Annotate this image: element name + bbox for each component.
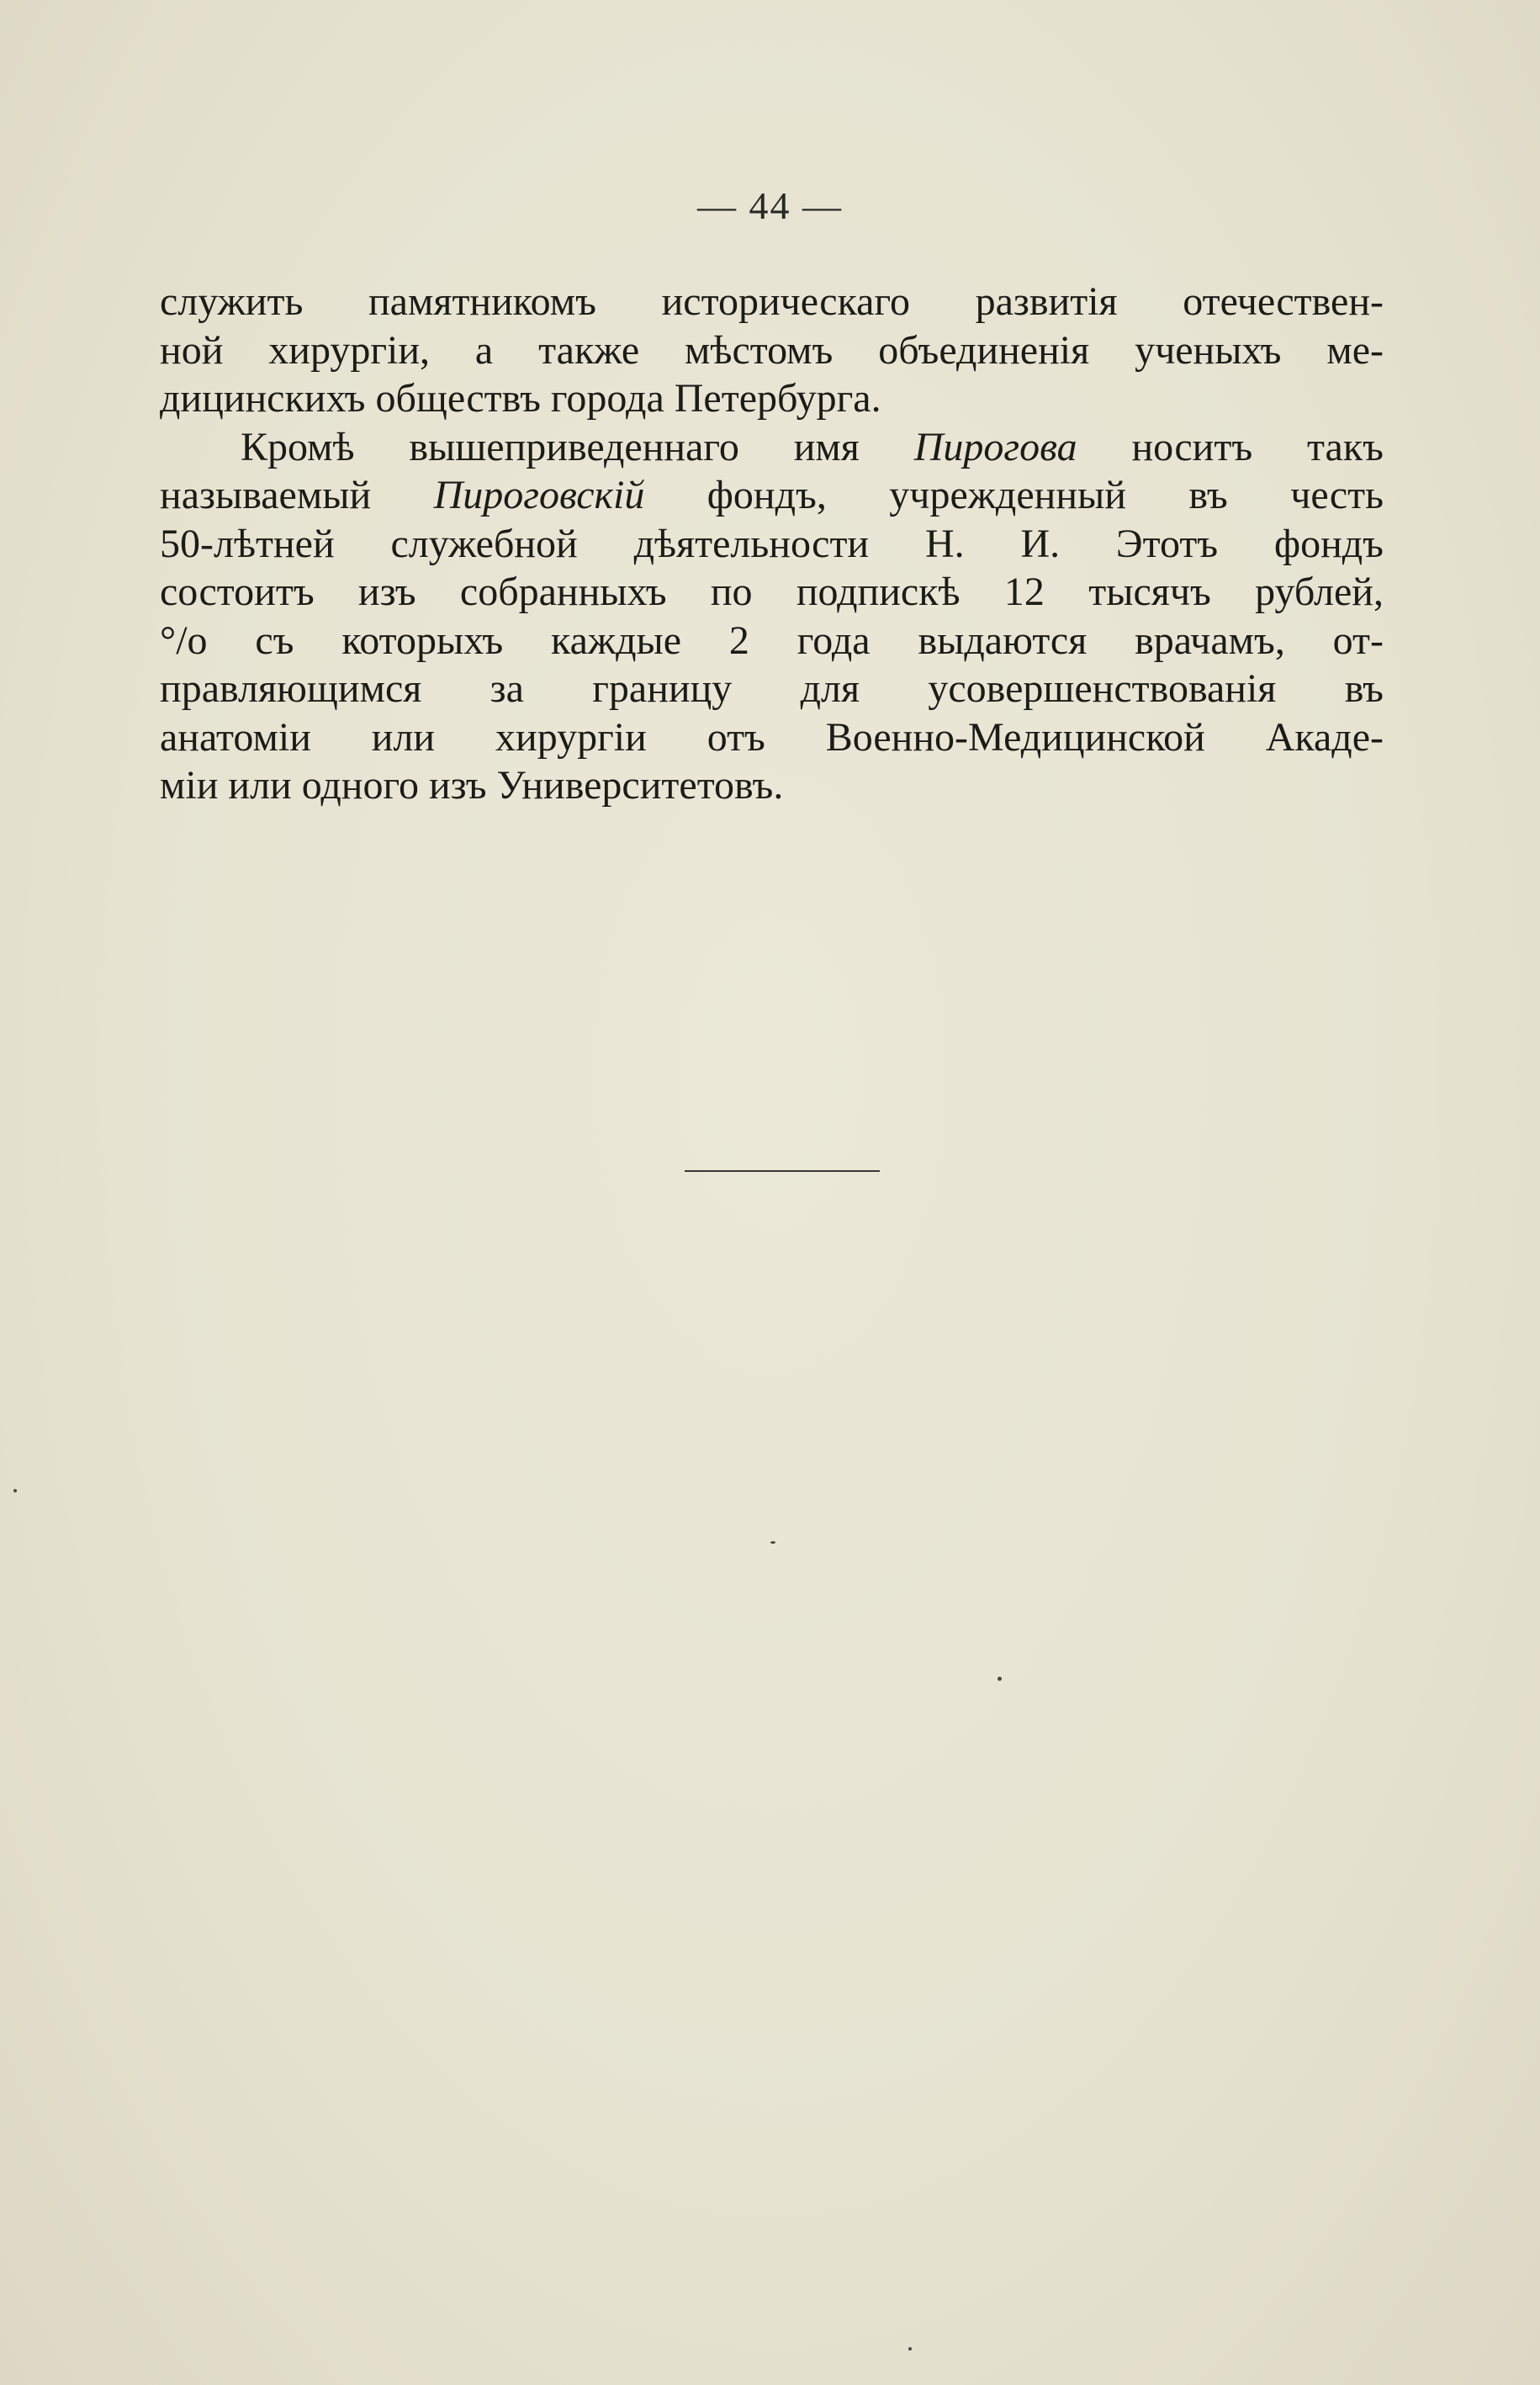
text-line: анатоміи или хирургіи отъ Военно-Медицинской Акаде-: [160, 714, 1384, 760]
italic-name: Пирогова: [913, 424, 1077, 469]
paper-speck: [13, 1489, 17, 1492]
text-line: 50-лѣтней служебной дѣятельности Н. И. Этотъ фондъ: [160, 521, 1384, 566]
text-line: правляющимся за границу для усовершенствованія въ: [160, 666, 1384, 711]
paper-speck: [770, 1541, 775, 1544]
paper-speck: [998, 1677, 1002, 1681]
section-divider: [685, 1170, 880, 1172]
text-line: Кромѣ вышеприведеннаго имя Пирогова носитъ такъ: [241, 424, 1384, 469]
page-number: — 44 —: [697, 184, 843, 227]
text-line: міи или одного изъ Университетовъ.: [160, 763, 784, 808]
text-line: дицинскихъ обществъ города Петербурга.: [160, 376, 881, 421]
text-line: °/о съ которыхъ каждые 2 года выдаются врачамъ, от-: [160, 617, 1384, 663]
body-text: [160, 278, 1384, 810]
italic-name: Пироговскій: [433, 473, 645, 517]
text-line: называемый Пироговскій фондъ, учрежденный въ честь: [160, 473, 1384, 517]
text-line: состоитъ изъ собранныхъ по подпискѣ 12 тысячъ рублей,: [160, 570, 1384, 614]
text-line: ной хирургіи, а также мѣстомъ объединенія ученыхъ ме-: [160, 327, 1384, 373]
paper-speck: [908, 2347, 912, 2351]
text-line: служить памятникомъ историческаго развитія отечествен-: [160, 279, 1384, 324]
